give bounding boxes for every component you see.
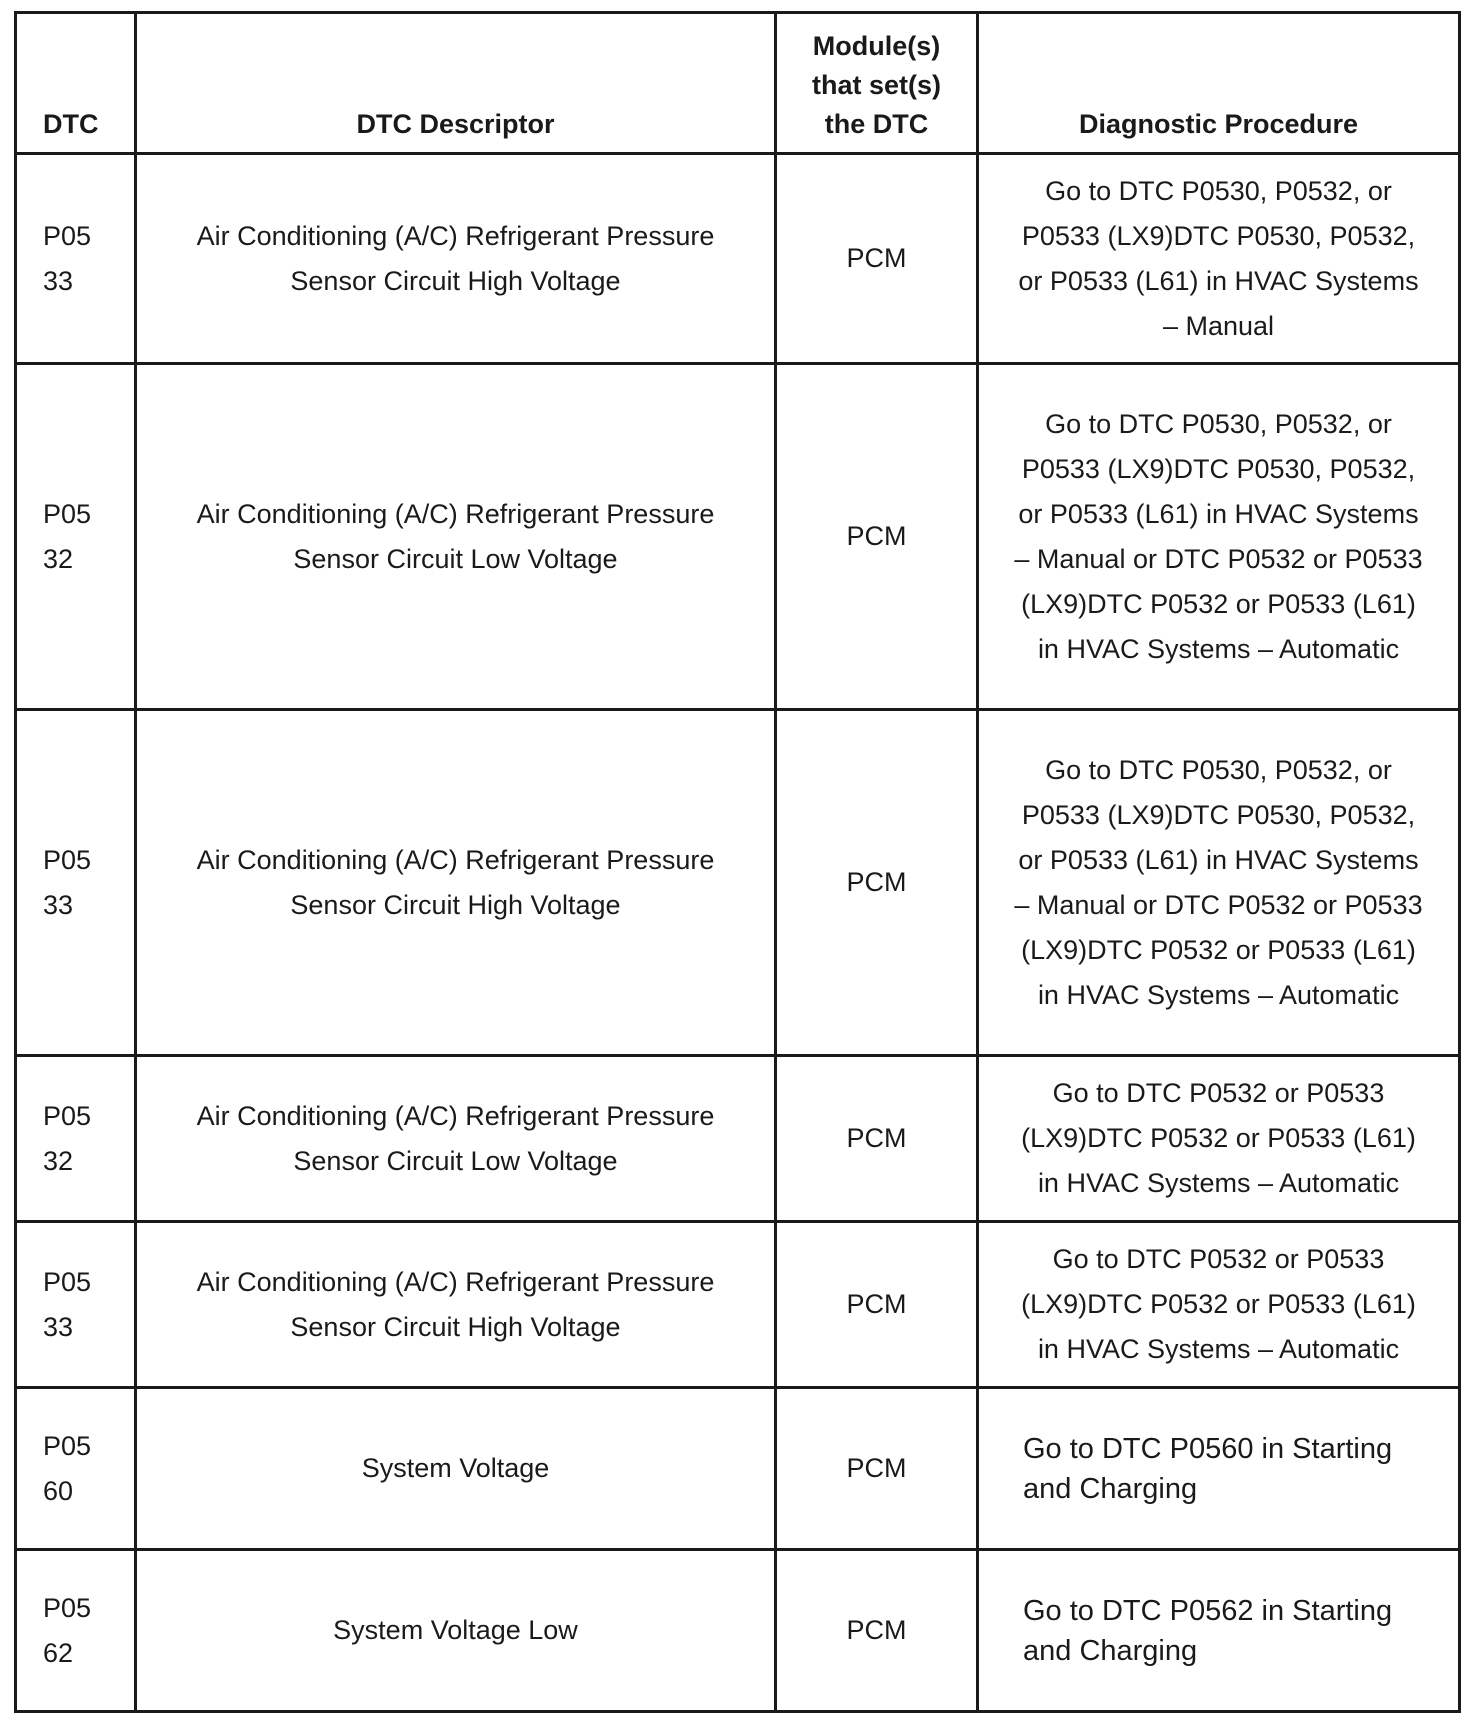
- module-cell: PCM: [776, 1550, 978, 1712]
- module-cell: PCM: [776, 1388, 978, 1550]
- descriptor-text: Air Conditioning (A/C) Refrigerant Pressure Sensor Circuit High Voltage: [196, 844, 715, 920]
- module-cell: PCM: [776, 1056, 978, 1222]
- procedure-cell: [978, 1222, 1460, 1388]
- procedure-text: Go to DTC P0532 or P0533 (LX9)DTC P0532 or P0533 (L61) in HVAC Systems – Automatic: [1021, 1244, 1416, 1364]
- table-header-row: [16, 13, 1460, 154]
- table-row: [16, 1056, 1460, 1222]
- procedure-text: Go to DTC P0530, P0532, or P0533 (LX9)DTC P0530, P0532, or P0533 (L61) in HVAC Systems – Manual: [1018, 175, 1419, 341]
- procedure-cell: [978, 710, 1460, 1056]
- module-cell: PCM: [776, 710, 978, 1056]
- descriptor-cell: System Voltage: [136, 1388, 776, 1550]
- procedure-text: Go to DTC P0530, P0532, or P0533 (LX9)DTC P0530, P0532, or P0533 (L61) in HVAC Systems – Manual or DTC P0532 or P0533 (LX9)DTC P0532 or P0533 (L61) in HVAC Systems – Automatic: [1014, 754, 1423, 1010]
- dtc-cell: [16, 1550, 136, 1712]
- descriptor-text: Air Conditioning (A/C) Refrigerant Pressure Sensor Circuit High Voltage: [196, 1266, 715, 1342]
- dtc-cell: [16, 1388, 136, 1550]
- dtc-code: P0532: [43, 498, 92, 574]
- descriptor-cell: System Voltage Low: [136, 1550, 776, 1712]
- descriptor-text: Air Conditioning (A/C) Refrigerant Pressure Sensor Circuit Low Voltage: [196, 498, 715, 574]
- dtc-code: P0533: [43, 844, 92, 920]
- procedure-cell: Go to DTC P0562 in Starting and Charging: [978, 1550, 1460, 1712]
- table-row: [16, 1388, 1460, 1550]
- procedure-text: Go to DTC P0530, P0532, or P0533 (LX9)DTC P0530, P0532, or P0533 (L61) in HVAC Systems – Manual or DTC P0532 or P0533 (LX9)DTC P0532 or P0533 (L61) in HVAC Systems – Automatic: [1014, 408, 1423, 664]
- header-module-text: Module(s) that set(s) the DTC: [811, 31, 941, 139]
- dtc-cell: [16, 1056, 136, 1222]
- descriptor-cell: [136, 154, 776, 364]
- descriptor-text: Air Conditioning (A/C) Refrigerant Pressure Sensor Circuit High Voltage: [196, 220, 715, 296]
- module-cell: PCM: [776, 1222, 978, 1388]
- header-dtc: DTC: [16, 13, 136, 154]
- dtc-cell: [16, 710, 136, 1056]
- module-cell: PCM: [776, 154, 978, 364]
- table-row: [16, 710, 1460, 1056]
- descriptor-cell: [136, 1222, 776, 1388]
- table-row: [16, 1222, 1460, 1388]
- dtc-code: P0532: [43, 1100, 92, 1176]
- procedure-cell: [978, 364, 1460, 710]
- dtc-cell: [16, 364, 136, 710]
- header-procedure: Diagnostic Procedure: [978, 13, 1460, 154]
- descriptor-text: Air Conditioning (A/C) Refrigerant Pressure Sensor Circuit Low Voltage: [196, 1100, 715, 1176]
- dtc-code: P0560: [43, 1430, 92, 1506]
- dtc-cell: [16, 1222, 136, 1388]
- procedure-cell: [978, 154, 1460, 364]
- dtc-code: P0562: [43, 1592, 92, 1668]
- descriptor-cell: [136, 1056, 776, 1222]
- module-cell: PCM: [776, 364, 978, 710]
- table-row: [16, 154, 1460, 364]
- dtc-table: [14, 11, 1461, 1713]
- dtc-code: P0533: [43, 220, 92, 296]
- procedure-cell: Go to DTC P0560 in Starting and Charging: [978, 1388, 1460, 1550]
- table-row: [16, 364, 1460, 710]
- descriptor-cell: [136, 710, 776, 1056]
- header-descriptor: DTC Descriptor: [136, 13, 776, 154]
- dtc-code: P0533: [43, 1266, 92, 1342]
- procedure-cell: [978, 1056, 1460, 1222]
- descriptor-cell: [136, 364, 776, 710]
- dtc-cell: [16, 154, 136, 364]
- table-row: [16, 1550, 1460, 1712]
- procedure-text: Go to DTC P0532 or P0533 (LX9)DTC P0532 or P0533 (L61) in HVAC Systems – Automatic: [1021, 1078, 1416, 1198]
- header-module: [776, 13, 978, 154]
